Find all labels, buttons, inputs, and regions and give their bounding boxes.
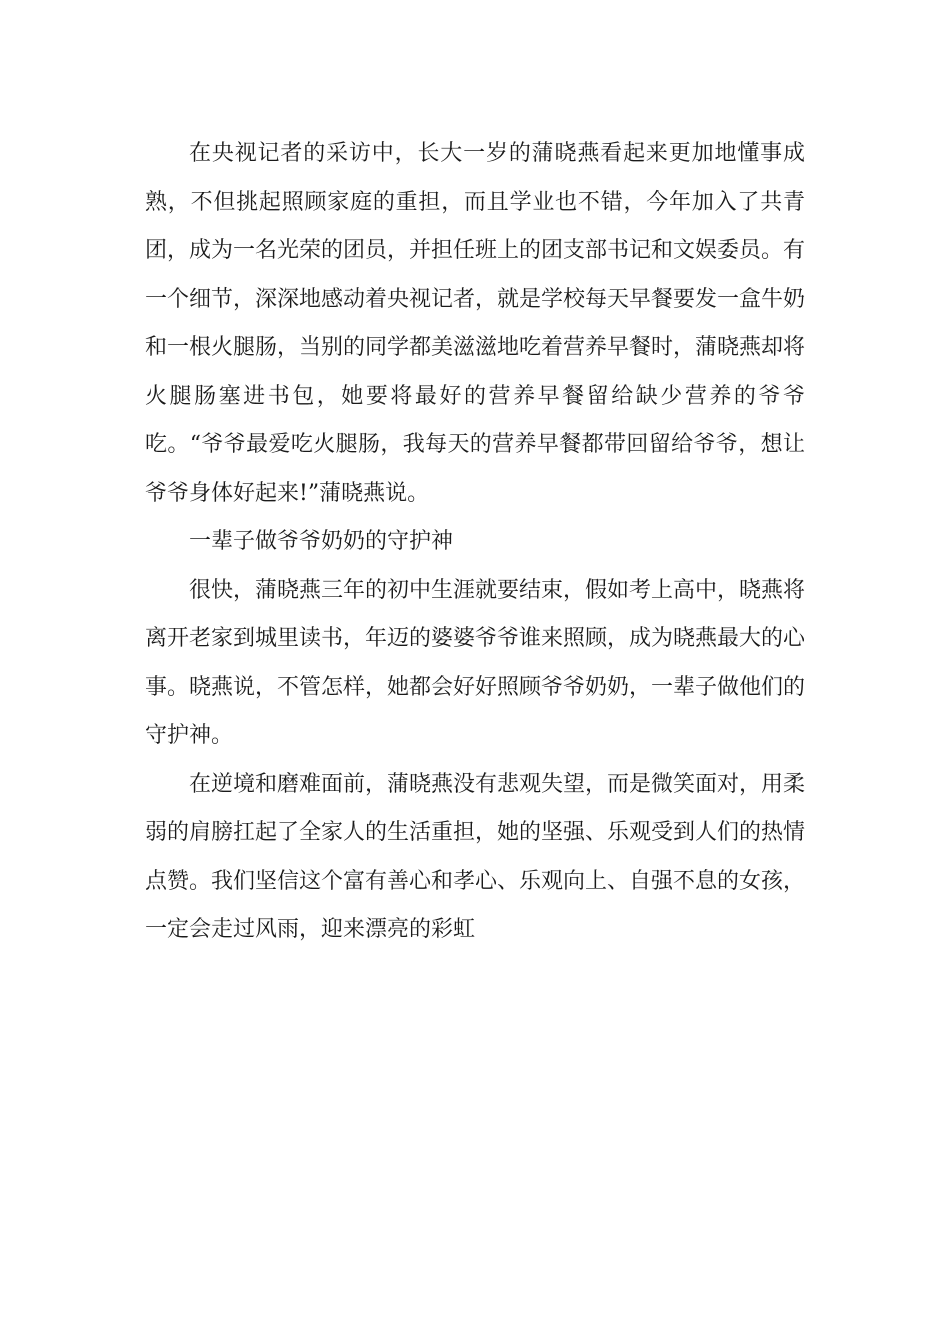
paragraph-future: 很快，蒲晓燕三年的初中生涯就要结束，假如考上高中，晓燕将离开老家到城里读书，年迈的婆婆爷爷谁来照顾，成为晓燕最大的心事。晓燕说，不管怎样，她都会好好照顾爷爷奶奶，一辈子做他们的守护神。	[145, 577, 806, 748]
section-heading: 一辈子做爷爷奶奶的守护神	[189, 529, 454, 554]
paragraph-interview: 在央视记者的采访中，长大一岁的蒲晓燕看起来更加地懂事成熟，不但挑起照顾家庭的重担，而且学业也不错，今年加入了共青团，成为一名光荣的团员，并担任班上的团支部书记和文娱委员。有一个细节，深深地感动着央视记者，就是学校每天早餐要发一盒牛奶和一根火腿肠，当别的同学都美滋滋地吃着营养早餐时，蒲晓燕却将火腿肠塞进书包，她要将最好的营养早餐留给缺少营养的爷爷吃。“爷爷最爱吃火腿肠，我每天的营养早餐都带回留给爷爷，想让爷爷身体好起来!”蒲晓燕说。	[145, 141, 806, 506]
document-body	[145, 130, 805, 955]
paragraph-conclusion: 在逆境和磨难面前，蒲晓燕没有悲观失望，而是微笑面对，用柔弱的肩膀扛起了全家人的生活重担，她的坚强、乐观受到人们的热情点赞。我们坚信这个富有善心和孝心、乐观向上、自强不息的女孩，一定会走过风雨，迎来漂亮的彩虹	[145, 771, 806, 942]
